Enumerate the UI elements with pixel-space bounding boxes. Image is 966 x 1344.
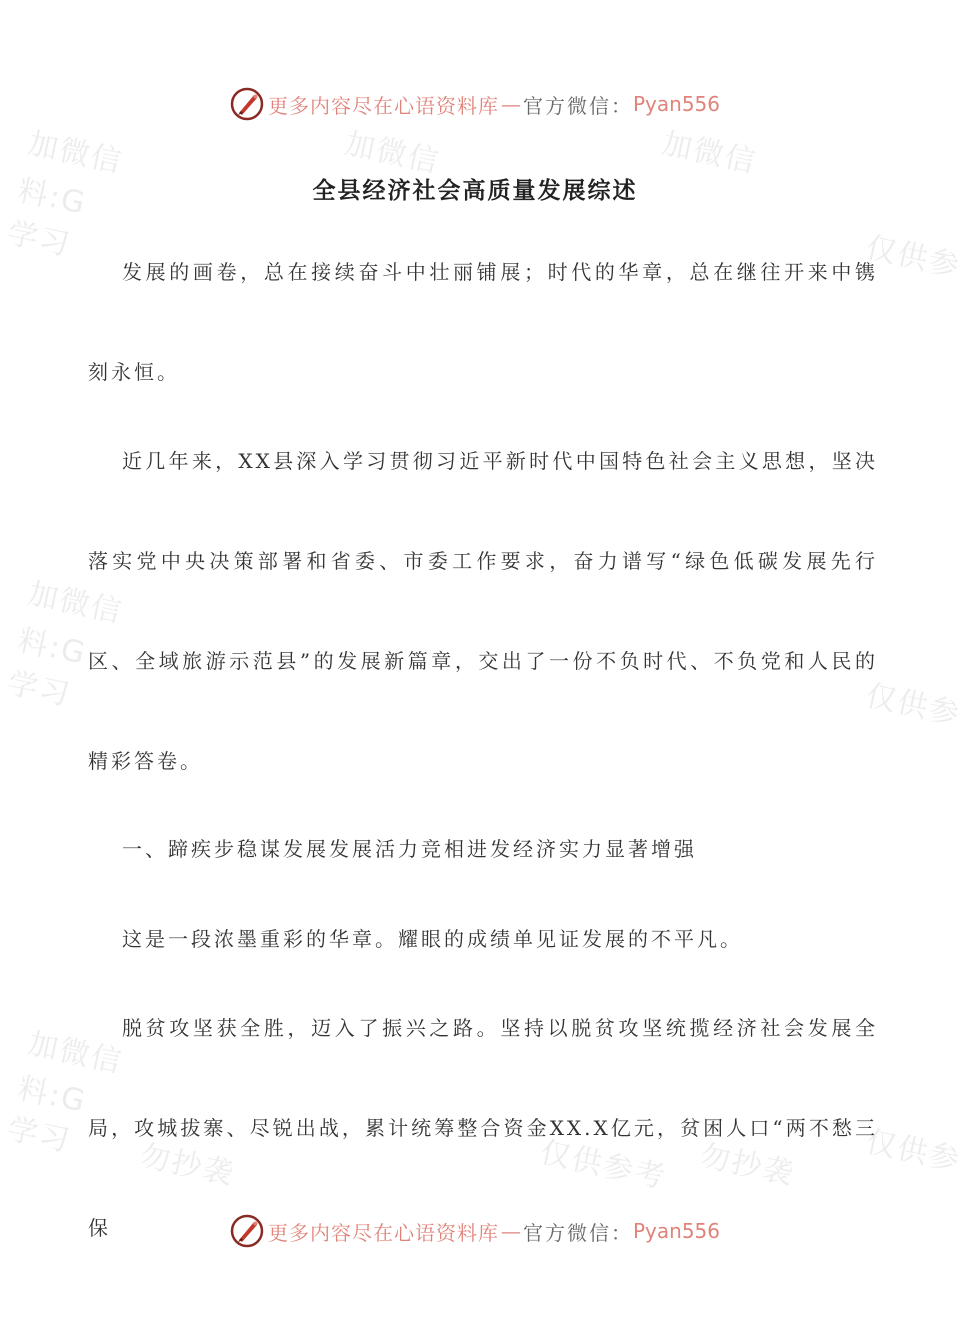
watermark-text: 仅供参: [862, 678, 964, 733]
watermark-text: 仅供参: [862, 1124, 964, 1179]
watermark-text: 加微信: [341, 126, 443, 181]
watermark-text: 勿抄袭: [696, 1138, 798, 1193]
paragraph: 发展的画卷，总在接续奋斗中壮丽铺展；时代的华章，总在继往开来中镌刻永恒。: [88, 260, 878, 384]
watermark-text: 加微信: [24, 126, 126, 181]
promo-separator: —: [500, 1219, 521, 1243]
watermark-text: 加微信: [658, 126, 760, 181]
promo-banner-bottom: [0, 1211, 950, 1251]
promo-site-name: 更多内容尽在心语资料库: [267, 93, 499, 118]
watermark-text: 加微信: [24, 1026, 126, 1081]
quill-pen-logo-icon: [230, 1214, 264, 1248]
paragraph: 近几年来，XX县深入学习贯彻习近平新时代中国特色社会主义思想，坚决落实党中央决策部署和省委、市委工作要求，奋力谱写“绿色低碳发展先行区、全域旅游示范县”的发展新篇章，交出了一份不负时代、不负党和人民的精彩答卷。: [88, 449, 878, 773]
promo-banner-top: [0, 84, 950, 124]
promo-wechat-label: 官方微信：: [522, 1220, 633, 1245]
document-title: 全县经济社会高质量发展综述: [312, 177, 638, 204]
watermark-text: 加微信: [24, 576, 126, 631]
promo-site-name: 更多内容尽在心语资料库: [267, 1220, 499, 1245]
watermark-text: 料:G: [14, 173, 90, 222]
watermark-text: 料:G: [14, 623, 90, 672]
paragraph: 这是一段浓墨重彩的华章。耀眼的成绩单见证发展的不平凡。: [122, 927, 743, 951]
promo-separator: —: [500, 92, 521, 116]
watermark-text: 学习: [4, 1111, 75, 1160]
watermark-text: 仅供参考: [537, 1134, 670, 1196]
promo-wechat-label: 官方微信：: [522, 93, 633, 118]
watermark-text: 仅供参: [862, 230, 964, 285]
watermark-text: 料:G: [14, 1071, 90, 1120]
promo-wechat-id: Pyan556: [632, 1219, 720, 1243]
section-heading: 一、蹄疾步稳谋发展发展活力竞相进发经济实力显著增强: [122, 837, 697, 861]
paragraph: 脱贫攻坚获全胜，迈入了振兴之路。坚持以脱贫攻坚统揽经济社会发展全局，攻城拔寨、尽锐出战，累计统筹整合资金XX.X亿元，贫困人口“两不愁三保: [88, 1016, 878, 1240]
watermark-text: 勿抄袭: [136, 1138, 238, 1193]
watermark-text: 学习: [4, 665, 75, 714]
quill-pen-logo-icon: [230, 87, 264, 121]
promo-wechat-id: Pyan556: [632, 92, 720, 116]
watermark-text: 学习: [4, 215, 75, 264]
